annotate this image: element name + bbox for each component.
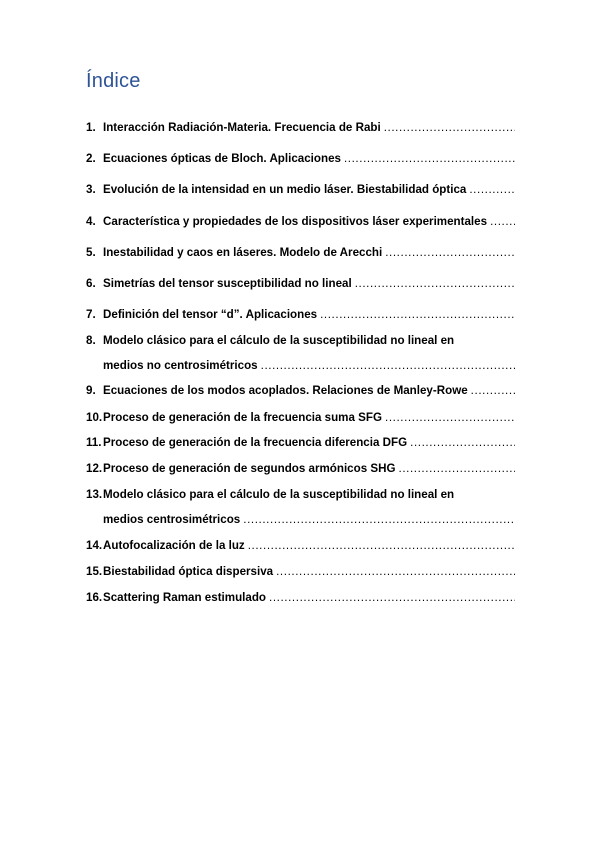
toc-entry-text: Scattering Raman estimulado xyxy=(103,591,266,604)
toc-entry-text: Autofocalización de la luz xyxy=(103,539,245,552)
toc-entry[interactable] xyxy=(86,215,515,232)
toc-entry[interactable] xyxy=(86,152,515,169)
toc-entry-number: 4. xyxy=(86,215,96,228)
toc-entry-number: 12. xyxy=(86,462,103,475)
toc-leader-dots xyxy=(276,565,515,578)
toc-entry[interactable] xyxy=(86,539,515,556)
toc-entry[interactable] xyxy=(86,462,515,479)
toc-entry-text: Evolución de la intensidad en un medio láser. Biestabilidad óptica xyxy=(103,183,467,196)
toc-entry-continuation[interactable] xyxy=(86,359,515,376)
toc-entry-text: Interacción Radiación-Materia. Frecuencia de Rabi xyxy=(103,121,381,134)
toc-entry-continuation[interactable] xyxy=(86,513,515,530)
toc-entry[interactable] xyxy=(86,121,515,138)
toc-entry[interactable] xyxy=(86,308,515,325)
toc-entry-text: Proceso de generación de segundos armónicos SHG xyxy=(103,462,396,475)
toc-entry[interactable] xyxy=(86,334,515,351)
toc-entry-text: Ecuaciones de los modos acoplados. Relaciones de Manley-Rowe xyxy=(103,384,468,397)
toc-entry[interactable] xyxy=(86,488,515,505)
toc-entry-number: 14. xyxy=(86,539,103,552)
toc-entry-text: Modelo clásico para el cálculo de la susceptibilidad no lineal en xyxy=(103,488,455,501)
toc-entry-number: 10. xyxy=(86,411,103,424)
toc-leader-dots xyxy=(355,277,515,290)
toc-entry[interactable] xyxy=(86,565,515,582)
toc-entry-number: 9. xyxy=(86,384,96,397)
toc-entry-number: 11. xyxy=(86,436,102,449)
toc-leader-dots xyxy=(320,308,515,321)
toc-entry-text: medios no centrosimétricos xyxy=(103,359,258,372)
toc-entry-text: medios centrosimétricos xyxy=(103,513,241,526)
toc-entry-text: Ecuaciones ópticas de Bloch. Aplicaciones xyxy=(103,152,341,165)
toc-entry[interactable] xyxy=(86,411,515,428)
toc-entry-number: 8. xyxy=(86,334,96,347)
toc-entry[interactable] xyxy=(86,384,515,401)
toc-entry-number: 15. xyxy=(86,565,103,578)
toc-entry-number: 2. xyxy=(86,152,96,165)
toc-entry-text: Biestabilidad óptica dispersiva xyxy=(103,565,274,578)
toc-leader-dots xyxy=(269,591,515,604)
toc-entry-text: Característica y propiedades de los dispositivos láser experimentales xyxy=(103,215,488,228)
toc-entry[interactable] xyxy=(86,183,515,200)
toc-entry-text: Modelo clásico para el cálculo de la susceptibilidad no lineal en xyxy=(103,334,455,347)
toc-entry-number: 16. xyxy=(86,591,103,604)
toc-leader-dots xyxy=(469,183,515,196)
toc-entry-text: Proceso de generación de la frecuencia diferencia DFG xyxy=(103,436,408,449)
toc-leader-dots xyxy=(243,513,515,526)
toc-leader-dots xyxy=(385,246,515,259)
toc-entry[interactable] xyxy=(86,591,515,608)
toc-leader-dots xyxy=(248,539,515,552)
toc-title: Índice xyxy=(86,70,141,92)
toc-leader-dots xyxy=(344,152,515,165)
toc-entry-text: Proceso de generación de la frecuencia suma SFG xyxy=(103,411,382,424)
toc-leader-dots xyxy=(410,436,515,449)
toc-leader-dots xyxy=(261,359,515,372)
toc-entry-text: Inestabilidad y caos en láseres. Modelo de Arecchi xyxy=(103,246,383,259)
toc-entry-text: Definición del tensor “d”. Aplicaciones xyxy=(103,308,318,321)
toc-leader-dots xyxy=(384,121,515,134)
toc-leader-dots xyxy=(385,411,515,424)
toc-entry-text: Simetrías del tensor susceptibilidad no lineal xyxy=(103,277,352,290)
toc-entry-number: 5. xyxy=(86,246,96,259)
toc-entry-number: 6. xyxy=(86,277,96,290)
toc-leader-dots xyxy=(399,462,516,475)
toc-entry-number: 13. xyxy=(86,488,103,501)
toc-entry[interactable] xyxy=(86,277,515,294)
toc-entry[interactable] xyxy=(86,246,515,263)
toc-entry-number: 3. xyxy=(86,183,96,196)
toc-entry-number: 7. xyxy=(86,308,96,321)
toc-leader-dots xyxy=(471,384,515,397)
toc-entry-number: 1. xyxy=(86,121,96,134)
toc-leader-dots xyxy=(490,215,515,228)
toc-entry[interactable] xyxy=(86,436,515,453)
